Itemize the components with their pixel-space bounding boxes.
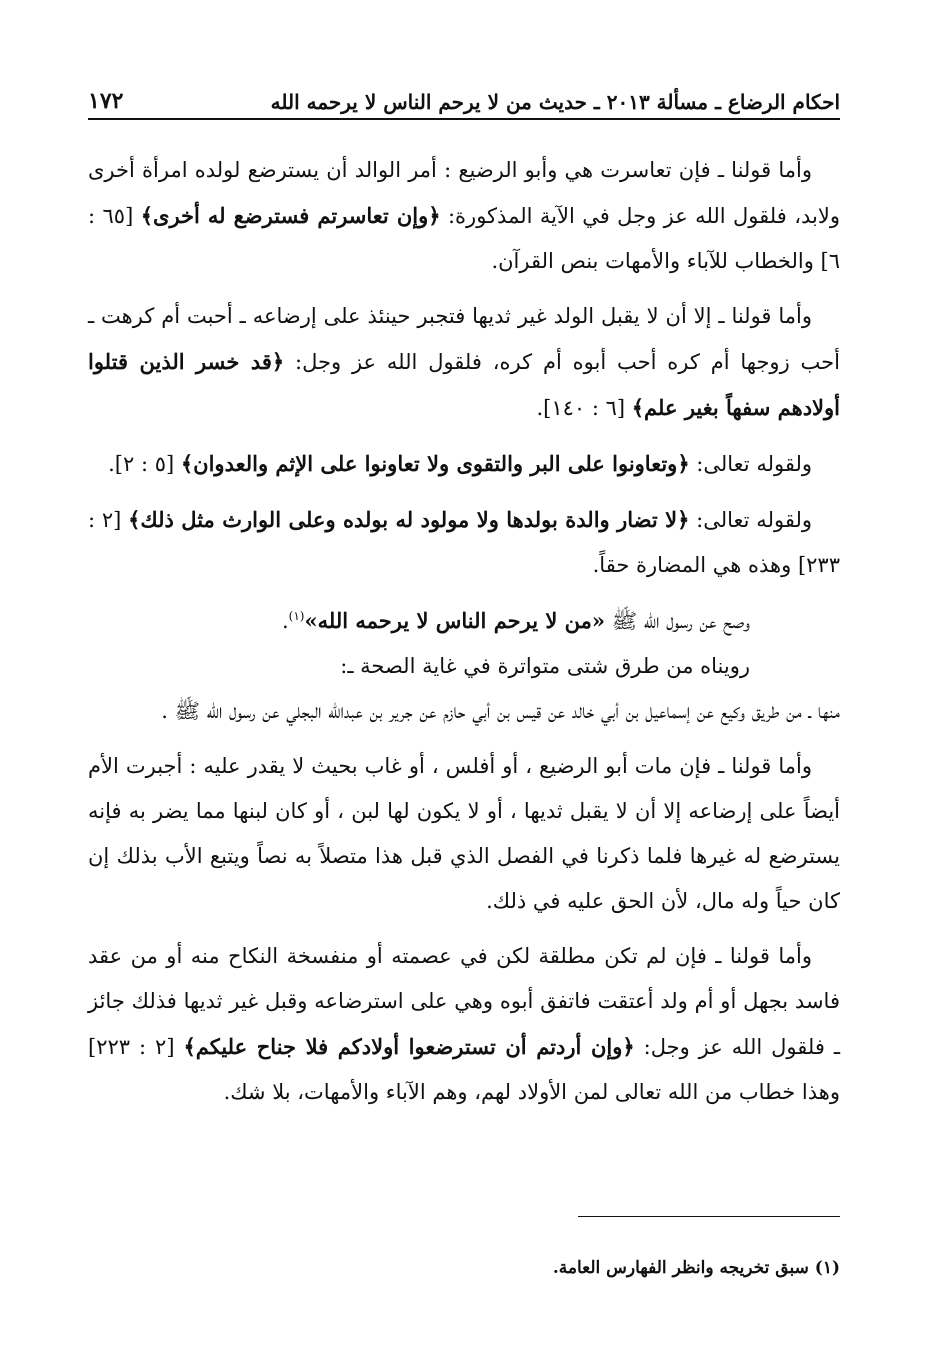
quran-quote: ﴿قد خسر الذين قتلوا أولادهم سفهاً بغير علم﴾ — [88, 349, 840, 420]
isnad-line: منها ـ من طريق وكيع عن إسماعيل بن أبي خالد عن قيس بن أبي حازم عن جرير بن عبدالله البجلي عن رسول الله ﷺ . — [161, 699, 840, 723]
quran-quote: ﴿وإن أردتم أن تسترضعوا أولادكم فلا جناح عليكم﴾ — [183, 1034, 635, 1059]
running-title: احكام الرضاع ـ مسألة ٢٠١٣ ـ حديث من لا يرحم الناس لا يرحمه الله — [270, 90, 840, 114]
main-text — [88, 148, 840, 1125]
page-number: ١٧٢ — [88, 88, 124, 114]
hadith-text: «من لا يرحم الناس لا يرحمه الله» — [304, 608, 606, 633]
paragraph-1: وأما قولنا ـ فإن تعاسرت هي وأبو الرضيع : أمر الوالد أن يسترضع لولده امرأة أخرى ولابد، فلقول الله عز وجل في الآية المذكورة: ﴿وإن تعاسرتم فسترضع له أخرى﴾ [٦٥ : ٦] والخطاب للآباء والأمهات بنص القرآن. — [88, 158, 840, 273]
footnote-mark: (١) — [288, 609, 305, 623]
page-header — [88, 78, 840, 120]
paragraph-6: وأما قولنا ـ فإن لم تكن مطلقة لكن في عصمته أو منفسخة النكاح منه أو من عقد فاسد بجهل أو أم ولد أعتقت فاتفق أبوه وهي على استرضاعه وقبل غير ثديها فذلك جائز ـ فلقول الله عز وجل: ﴿وإن أردتم أن تسترضعوا أولادكم فلا جناح عليكم﴾ [٢ : ٢٢٣] وهذا خطاب من الله تعالى لمن الأولاد لهم، وهم الآباء والأمهات، بلا شك. — [88, 944, 840, 1104]
quran-quote: ﴿لا تضار والدة بولدها ولا مولود له بولده وعلى الوارث مثل ذلك﴾ — [128, 507, 690, 532]
paragraph-4: ولقوله تعالى: ﴿لا تضار والدة بولدها ولا مولود له بولده وعلى الوارث مثل ذلك﴾ [٢ : ٢٣٣] وهذه هي المضارة حقاً. — [88, 507, 840, 577]
paragraph-3: ولقوله تعالى: ﴿وتعاونوا على البر والتقوى ولا تعاونوا على الإثم والعدوان﴾ [٥ : ٢]. — [108, 451, 812, 476]
hadith-block — [88, 598, 840, 734]
paragraph-2: وأما قولنا ـ إلا أن لا يقبل الولد غير ثديها فتجبر حينئذ على إرضاعه ـ أحبت أم كرهت ـ أحب زوجها أم كره أحب أبوه أم كره، فلقول الله عز وجل: ﴿قد خسر الذين قتلوا أولادهم سفهاً بغير علم﴾ [٦ : ١٤٠]. — [88, 304, 840, 420]
footnote: (١) سبق تخريجه وانظر الفهارس العامة. — [552, 1258, 840, 1278]
hadith-line: وصح عن رسول الله ﷺ «من لا يرحم الناس لا يرحمه الله»$^{(١)}$. — [281, 608, 750, 633]
quran-quote: ﴿وتعاونوا على البر والتقوى ولا تعاونوا على الإثم والعدوان﴾ — [180, 451, 690, 476]
paragraph-5: وأما قولنا ـ فإن مات أبو الرضيع ، أو أفلس ، أو غاب بحيث لا يقدر عليه : أجبرت الأم أيضاً على إرضاعه إلا أن لا يقبل ثديها ، أو لا يكون لها لبن ، أو كان لبنها مما يضر به فإنه يسترضع له غيرها فلما ذكرنا في الفصل الذي قبل هذا متصلاً به نصاً ويتبع الأب بذلك إن كان حياً وله مال، لأن الحق عليه في ذلك. — [88, 754, 840, 913]
footnote-separator — [578, 1216, 840, 1217]
quran-quote: ﴿وإن تعاسرتم فسترضع له أخرى﴾ — [140, 203, 441, 228]
narration-line: رويناه من طرق شتى متواترة في غاية الصحة ـ: — [340, 654, 750, 678]
